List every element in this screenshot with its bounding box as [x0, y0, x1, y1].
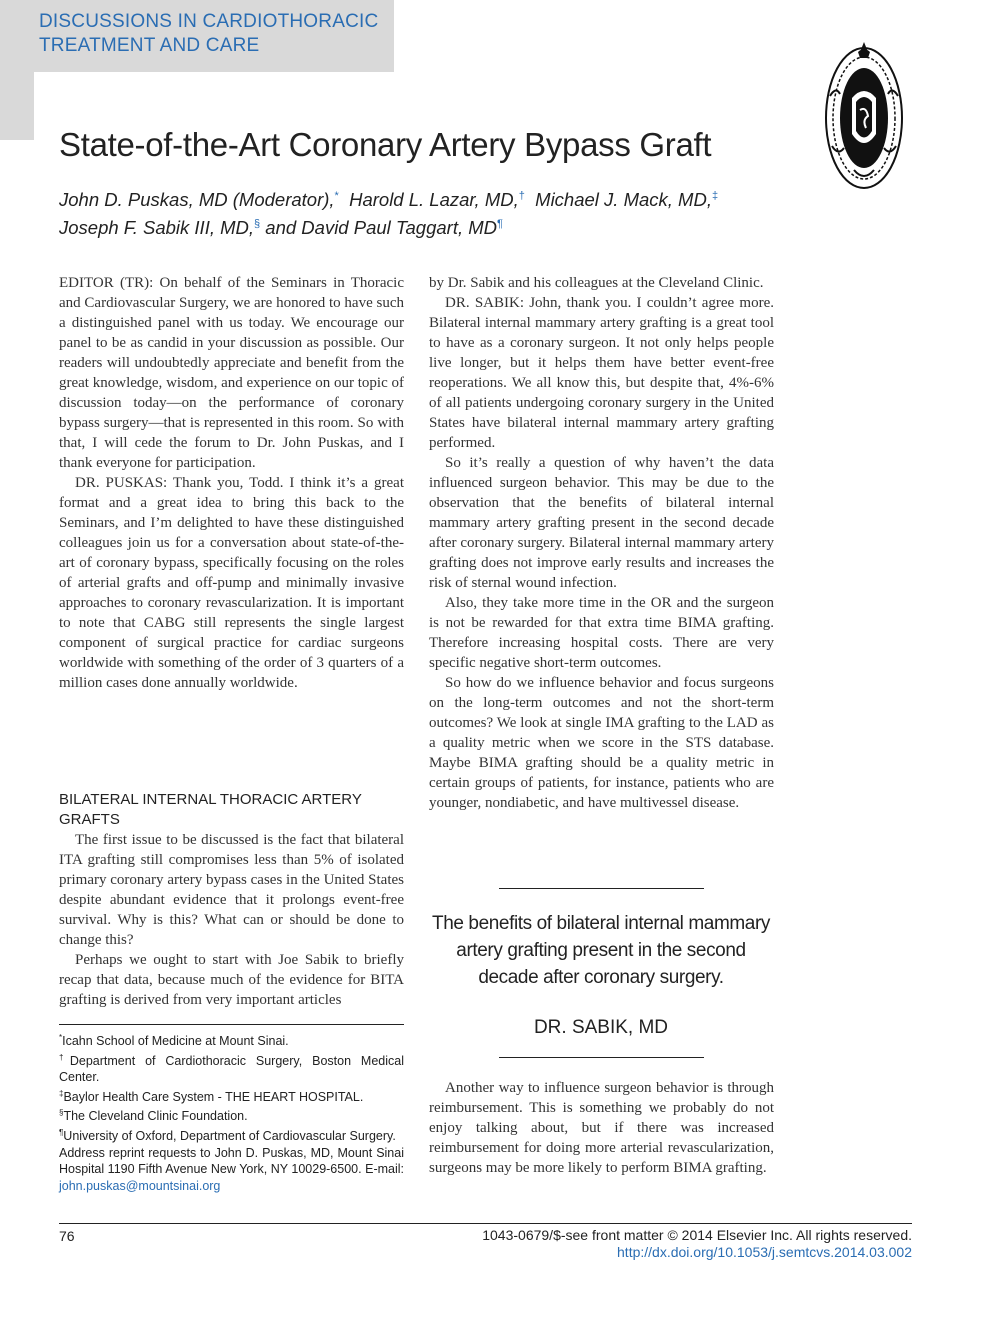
society-crest-logo [822, 36, 906, 192]
footnote-mark: ‡ [59, 1088, 64, 1098]
footnote-rule [59, 1024, 404, 1025]
body-paragraph: DR. PUSKAS: Thank you, Todd. I think it’s a great format and a great idea to bring this back to the Seminars, and I’m delighted to have these distinguished colleagues join us for a conversation about state-of-the-art of coronary bypass, specifically focusing on the roles of arterial grafts and off-pump and minimally invasive approaches to coronary revascularization. It is important to note that CABG still represents the single largest component of surgical practice for cardiac surgeons worldwide with something of the order of 3 quarters of a million cases done annually worldwide. [59, 475, 404, 691]
pullquote-text: The benefits of bilateral internal mammary artery grafting present in the second decade after coronary surgery. [431, 913, 771, 988]
author-affiliation-mark: * [334, 190, 339, 202]
article-title: State-of-the-Art Coronary Artery Bypass Graft [59, 126, 712, 163]
footnote-mark: * [59, 1033, 63, 1042]
author-affiliation-mark: § [254, 218, 261, 231]
pullquote-bottom-rule [499, 1057, 704, 1058]
footnote-mark: † [59, 1052, 70, 1062]
footnote [59, 1030, 404, 1050]
doi-link[interactable]: http://dx.doi.org/10.1053/j.semtcvs.2014.03.002 [617, 1244, 912, 1260]
footnote [59, 1050, 404, 1086]
copyright-block [482, 1227, 912, 1261]
body-paragraph: So it’s really a question of why haven’t the data influenced surgeon behavior. This may be due to the observation that the benefits of bilateral internal mammary artery grafting present in the second decade after coronary surgery. Bilateral internal mammary artery grafting does not improve early results and increases the risk of sternal wound infection. [429, 455, 774, 591]
section-heading: BILATERAL INTERNAL THORACIC ARTERY GRAFTS [59, 791, 362, 828]
author-name: Joseph F. Sabik III, MD, [59, 217, 255, 239]
author-name: and David Paul Taggart, MD [265, 217, 498, 239]
right-column-text [429, 273, 774, 813]
body-paragraph: EDITOR (TR): On behalf of the Seminars in Thoracic and Cardiovascular Surgery, we are honored to have such a distinguished panel with us today. We encourage our panel to be as candid in your discussion as possible. Our readers will undoubtedly appreciate and benefit from the great knowledge, wisdom, and experience on our topic of discussion today—on the performance of coronary bypass surgery—that is represented in this room. So with that, I will cede the forum to Dr. John Puskas, and I thank everyone for participation. [59, 275, 404, 471]
body-paragraph: The first issue to be discussed is the fact that bilateral ITA grafting still compromises less than 5% of isolated primary coronary artery bypass cases in the United States despite abundant evidence that it prolongs event-free survival. Why is this? What can or should be done to change this? [59, 832, 404, 948]
reprint-request [59, 1145, 404, 1195]
footnote-text: University of Oxford, Department of Cardiovascular Surgery. [63, 1129, 396, 1144]
section-label-line1: DISCUSSIONS IN CARDIOTHORACIC [39, 11, 379, 32]
right-column-continued [429, 1078, 774, 1178]
footnote-text: Department of Cardiothoracic Surgery, Boston Medical Center. [59, 1053, 404, 1085]
author-name: Harold L. Lazar, MD, [349, 189, 519, 211]
left-column-bitg [59, 830, 404, 1010]
body-paragraph: Also, they take more time in the OR and the surgeon is not be rewarded for that extra time BIMA grafting. Therefore increasing hospital costs. There are very specific negative short-term outcomes. [429, 595, 774, 671]
footnote-text: Baylor Health Care System - THE HEART HOSPITAL. [63, 1089, 364, 1104]
footer-rule [59, 1223, 912, 1224]
author-list [59, 184, 799, 240]
footnote-text: Icahn School of Medicine at Mount Sinai. [62, 1034, 289, 1049]
author-affiliation-mark: † [518, 190, 525, 202]
left-column-intro [59, 273, 404, 693]
footnote [59, 1086, 404, 1106]
section-header-stripe [0, 72, 34, 140]
page-number: 76 [59, 1228, 75, 1244]
footnote-mark: ¶ [59, 1128, 64, 1138]
body-paragraph: DR. SABIK: John, thank you. I couldn’t agree more. Bilateral internal mammary artery grafting is a great tool to have as a coronary surgeon. It not only helps people live longer, but it helps them have better event-free reoperations. We all know this, but despite that, 4%-6% of all patients undergoing coronary surgery in the United States have bilateral internal mammary artery grafting performed. [429, 295, 774, 451]
author-affiliation-mark: ‡ [711, 190, 719, 202]
body-paragraph: Another way to influence surgeon behavior is through reimbursement. This is something we probably do not enjoy talking about, but if there was increased reimbursement for doing more arterial revascularization, surgeons may be more likely to perform BIMA grafting. [429, 1080, 774, 1176]
author-name: Michael J. Mack, MD, [535, 189, 712, 211]
footnotes [59, 1030, 404, 1194]
footnote [59, 1105, 404, 1125]
author-affiliation-mark: ¶ [497, 218, 503, 231]
body-paragraph: Perhaps we ought to start with Joe Sabik to briefly recap that data, because much of the evidence for BITA grafting is derived from very important articles [59, 952, 404, 1008]
section-label [39, 10, 394, 58]
reprint-text: Address reprint requests to John D. Puskas, MD, Mount Sinai Hospital 1190 Fifth Avenue New York, NY 10029-6500. E-mail: [59, 1145, 404, 1177]
copyright-text: 1043-0679/$-see front matter © 2014 Elsevier Inc. All rights reserved. [482, 1227, 912, 1243]
body-paragraph: So how do we influence behavior and focus surgeons on the long-term outcomes and not the short-term outcomes? We look at single IMA grafting to the LAD as a quality metric when we score in the STS database. Maybe BIMA grafting should be a quality metric in certain groups of patients, for instance, patients who are younger, nondiabetic, and have multivessel disease. [429, 675, 774, 811]
section-label-line2: TREATMENT AND CARE [39, 35, 260, 56]
author-name: John D. Puskas, MD (Moderator), [59, 189, 335, 211]
footnote-text: The Cleveland Clinic Foundation. [63, 1109, 248, 1124]
pullquote-attribution: DR. SABIK, MD [533, 1017, 669, 1038]
footnote [59, 1125, 404, 1145]
body-paragraph: by Dr. Sabik and his colleagues at the Cleveland Clinic. [429, 275, 764, 291]
footnote-mark: § [59, 1108, 64, 1118]
email-link[interactable]: john.puskas@mountsinai.org [59, 1178, 221, 1193]
pullquote-top-rule [499, 888, 704, 889]
